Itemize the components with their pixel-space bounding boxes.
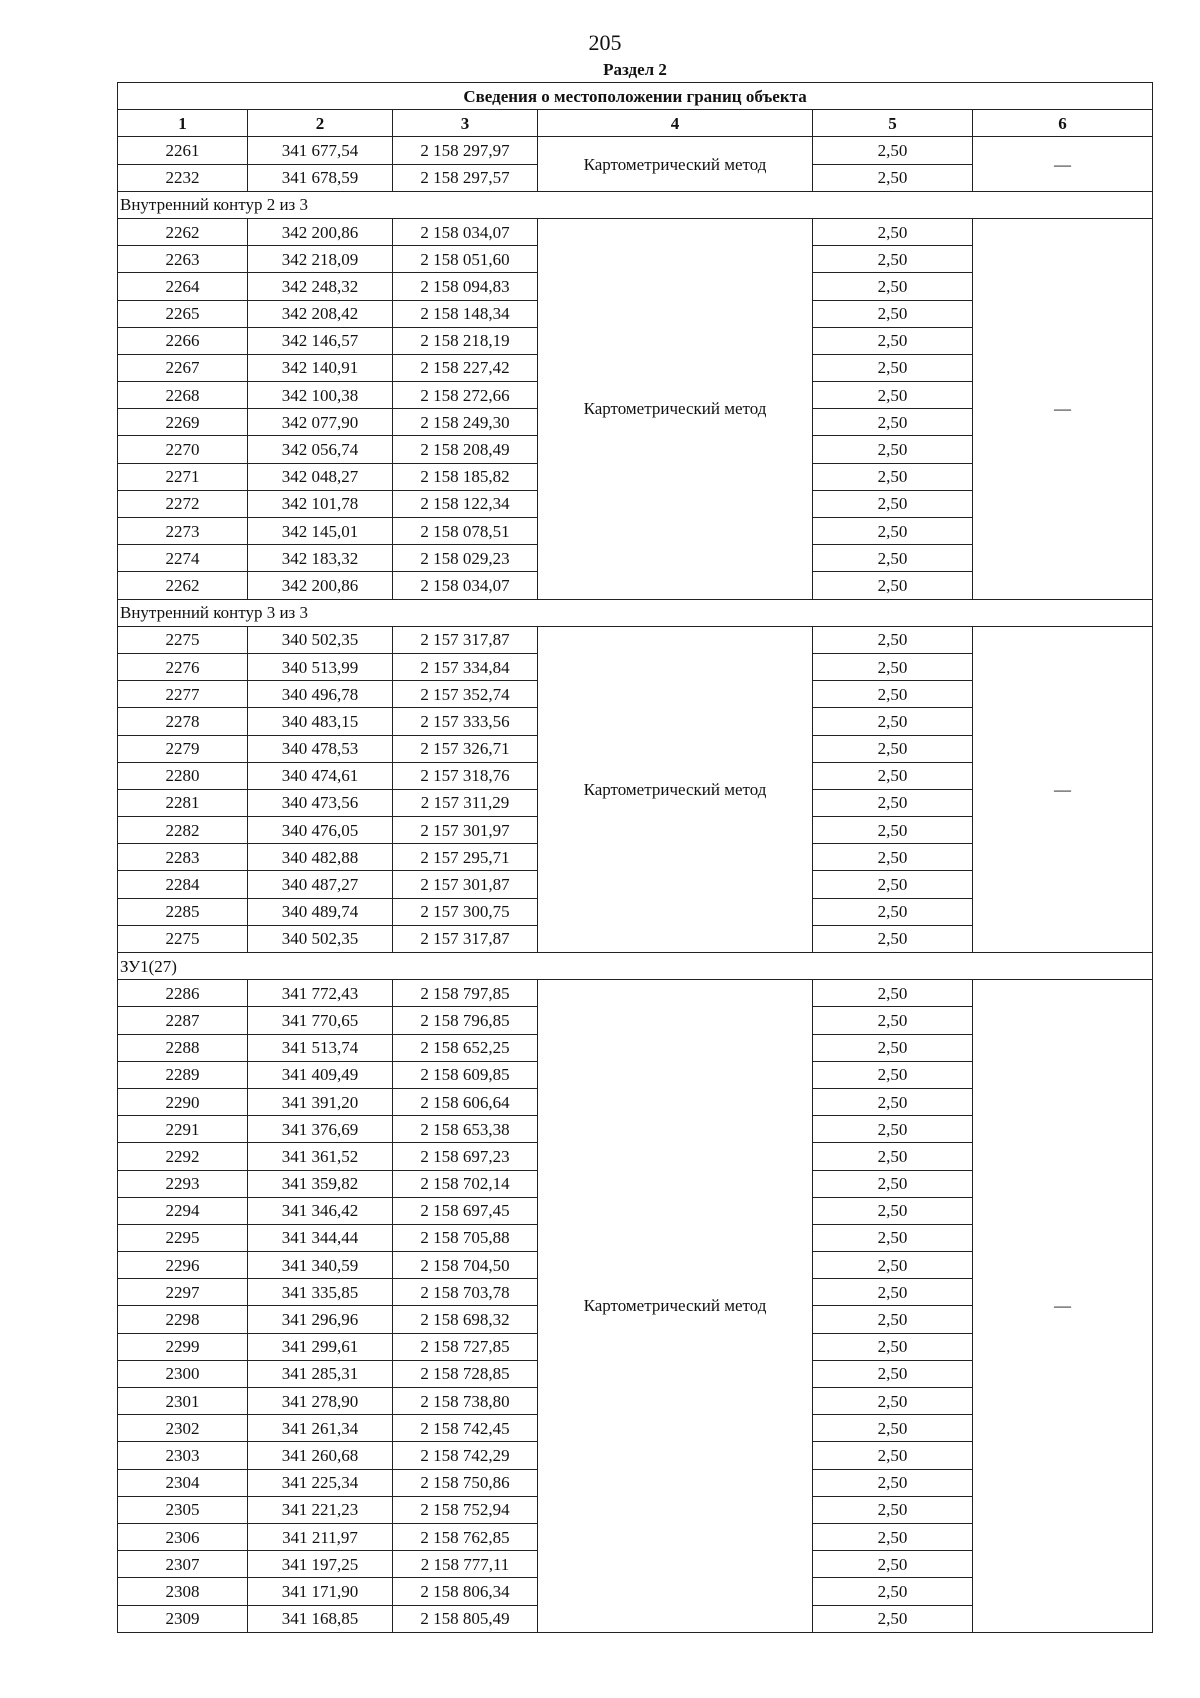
coordinate-x-cell: 341 770,65: [248, 1007, 393, 1034]
accuracy-cell: 2,50: [813, 218, 973, 245]
accuracy-cell: 2,50: [813, 1551, 973, 1578]
accuracy-cell: 2,50: [813, 164, 973, 191]
coordinate-x-cell: 340 478,53: [248, 735, 393, 762]
coordinate-x-cell: 340 513,99: [248, 653, 393, 680]
table-title: Сведения о местоположении границ объекта: [118, 83, 1153, 110]
point-number-cell: 2294: [118, 1197, 248, 1224]
coordinate-y-cell: 2 158 078,51: [393, 518, 538, 545]
accuracy-cell: 2,50: [813, 409, 973, 436]
column-6-cell: —: [973, 980, 1153, 1633]
table-row: [118, 980, 1153, 1007]
point-number-cell: 2266: [118, 327, 248, 354]
coordinate-x-cell: 341 168,85: [248, 1605, 393, 1632]
coordinate-y-cell: 2 158 652,25: [393, 1034, 538, 1061]
point-number-cell: 2276: [118, 653, 248, 680]
accuracy-cell: 2,50: [813, 1034, 973, 1061]
table-row: [118, 626, 1153, 653]
coordinate-y-cell: 2 158 208,49: [393, 436, 538, 463]
coordinate-y-cell: 2 157 311,29: [393, 789, 538, 816]
coordinate-x-cell: 342 146,57: [248, 327, 393, 354]
column-header: 3: [393, 110, 538, 137]
accuracy-cell: 2,50: [813, 137, 973, 164]
section-title: Раздел 2: [603, 60, 667, 79]
coordinate-x-cell: 342 248,32: [248, 273, 393, 300]
coordinate-y-cell: 2 157 317,87: [393, 626, 538, 653]
coordinate-y-cell: 2 157 301,87: [393, 871, 538, 898]
coordinate-x-cell: 341 197,25: [248, 1551, 393, 1578]
accuracy-cell: 2,50: [813, 1496, 973, 1523]
coordinate-x-cell: 341 335,85: [248, 1279, 393, 1306]
coordinate-y-cell: 2 158 750,86: [393, 1469, 538, 1496]
accuracy-cell: 2,50: [813, 681, 973, 708]
method-cell: Картометрический метод: [538, 980, 813, 1633]
accuracy-cell: 2,50: [813, 246, 973, 273]
point-number-cell: 2262: [118, 572, 248, 599]
coordinate-y-cell: 2 158 704,50: [393, 1252, 538, 1279]
coordinate-y-cell: 2 158 806,34: [393, 1578, 538, 1605]
section-row: [118, 599, 1153, 626]
accuracy-cell: 2,50: [813, 844, 973, 871]
point-number-cell: 2299: [118, 1333, 248, 1360]
coordinate-y-cell: 2 158 762,85: [393, 1523, 538, 1550]
accuracy-cell: 2,50: [813, 925, 973, 952]
coordinate-x-cell: 340 483,15: [248, 708, 393, 735]
coordinate-y-cell: 2 158 227,42: [393, 354, 538, 381]
coordinate-x-cell: 341 409,49: [248, 1061, 393, 1088]
coordinate-y-cell: 2 158 606,64: [393, 1088, 538, 1115]
coordinate-x-cell: 340 476,05: [248, 817, 393, 844]
point-number-cell: 2295: [118, 1224, 248, 1251]
point-number-cell: 2292: [118, 1143, 248, 1170]
accuracy-cell: 2,50: [813, 1605, 973, 1632]
coordinate-x-cell: 341 391,20: [248, 1088, 393, 1115]
point-number-cell: 2232: [118, 164, 248, 191]
accuracy-cell: 2,50: [813, 1360, 973, 1387]
coordinate-x-cell: 342 218,09: [248, 246, 393, 273]
coordinate-y-cell: 2 158 094,83: [393, 273, 538, 300]
coordinate-y-cell: 2 157 301,97: [393, 817, 538, 844]
accuracy-cell: 2,50: [813, 463, 973, 490]
point-number-cell: 2275: [118, 925, 248, 952]
point-number-cell: 2303: [118, 1442, 248, 1469]
coordinate-y-cell: 2 158 728,85: [393, 1360, 538, 1387]
accuracy-cell: 2,50: [813, 871, 973, 898]
coordinate-x-cell: 342 101,78: [248, 490, 393, 517]
coordinate-y-cell: 2 158 297,97: [393, 137, 538, 164]
accuracy-cell: 2,50: [813, 382, 973, 409]
point-number-cell: 2281: [118, 789, 248, 816]
coordinate-y-cell: 2 158 698,32: [393, 1306, 538, 1333]
column-header: 1: [118, 110, 248, 137]
accuracy-cell: 2,50: [813, 1388, 973, 1415]
column-header: 6: [973, 110, 1153, 137]
point-number-cell: 2262: [118, 218, 248, 245]
point-number-cell: 2297: [118, 1279, 248, 1306]
coordinate-x-cell: 342 200,86: [248, 218, 393, 245]
coordinate-x-cell: 342 048,27: [248, 463, 393, 490]
point-number-cell: 2272: [118, 490, 248, 517]
point-number-cell: 2283: [118, 844, 248, 871]
coordinate-x-cell: 341 340,59: [248, 1252, 393, 1279]
point-number-cell: 2282: [118, 817, 248, 844]
coordinate-y-cell: 2 158 297,57: [393, 164, 538, 191]
accuracy-cell: 2,50: [813, 1061, 973, 1088]
accuracy-cell: 2,50: [813, 545, 973, 572]
coordinate-x-cell: 341 677,54: [248, 137, 393, 164]
coordinate-y-cell: 2 157 352,74: [393, 681, 538, 708]
accuracy-cell: 2,50: [813, 490, 973, 517]
point-number-cell: 2278: [118, 708, 248, 735]
accuracy-cell: 2,50: [813, 817, 973, 844]
coordinate-x-cell: 341 261,34: [248, 1415, 393, 1442]
coordinate-y-cell: 2 158 185,82: [393, 463, 538, 490]
coordinate-y-cell: 2 158 249,30: [393, 409, 538, 436]
coordinate-y-cell: 2 157 295,71: [393, 844, 538, 871]
coordinate-x-cell: 341 260,68: [248, 1442, 393, 1469]
accuracy-cell: 2,50: [813, 572, 973, 599]
coordinate-x-cell: 342 056,74: [248, 436, 393, 463]
point-number-cell: 2269: [118, 409, 248, 436]
column-header: 5: [813, 110, 973, 137]
accuracy-cell: 2,50: [813, 1469, 973, 1496]
coordinate-x-cell: 342 183,32: [248, 545, 393, 572]
coordinate-y-cell: 2 158 272,66: [393, 382, 538, 409]
coordinate-y-cell: 2 158 029,23: [393, 545, 538, 572]
point-number-cell: 2273: [118, 518, 248, 545]
coordinate-y-cell: 2 158 034,07: [393, 572, 538, 599]
coordinate-x-cell: 342 077,90: [248, 409, 393, 436]
accuracy-cell: 2,50: [813, 327, 973, 354]
accuracy-cell: 2,50: [813, 1143, 973, 1170]
point-number-cell: 2308: [118, 1578, 248, 1605]
coordinate-y-cell: 2 158 805,49: [393, 1605, 538, 1632]
table-row: [118, 137, 1153, 164]
accuracy-cell: 2,50: [813, 1170, 973, 1197]
coordinate-x-cell: 342 145,01: [248, 518, 393, 545]
point-number-cell: 2296: [118, 1252, 248, 1279]
coordinate-x-cell: 340 487,27: [248, 871, 393, 898]
page-number: 205: [588, 30, 622, 55]
point-number-cell: 2298: [118, 1306, 248, 1333]
coordinate-x-cell: 341 285,31: [248, 1360, 393, 1387]
coordinate-x-cell: 341 376,69: [248, 1116, 393, 1143]
coordinate-y-cell: 2 157 317,87: [393, 925, 538, 952]
point-number-cell: 2277: [118, 681, 248, 708]
accuracy-cell: 2,50: [813, 1306, 973, 1333]
point-number-cell: 2264: [118, 273, 248, 300]
point-number-cell: 2267: [118, 354, 248, 381]
accuracy-cell: 2,50: [813, 789, 973, 816]
point-number-cell: 2271: [118, 463, 248, 490]
coordinate-y-cell: 2 158 218,19: [393, 327, 538, 354]
coordinate-x-cell: 340 482,88: [248, 844, 393, 871]
coordinate-x-cell: 341 678,59: [248, 164, 393, 191]
coordinate-x-cell: 340 474,61: [248, 762, 393, 789]
point-number-cell: 2304: [118, 1469, 248, 1496]
method-cell: Картометрический метод: [538, 137, 813, 191]
coordinate-y-cell: 2 158 034,07: [393, 218, 538, 245]
coordinate-x-cell: 341 361,52: [248, 1143, 393, 1170]
accuracy-cell: 2,50: [813, 273, 973, 300]
coordinate-x-cell: 341 296,96: [248, 1306, 393, 1333]
coordinate-x-cell: 340 496,78: [248, 681, 393, 708]
point-number-cell: 2293: [118, 1170, 248, 1197]
coordinate-x-cell: 341 221,23: [248, 1496, 393, 1523]
column-6-cell: —: [973, 137, 1153, 191]
coordinate-x-cell: 341 346,42: [248, 1197, 393, 1224]
method-cell: Картометрический метод: [538, 218, 813, 599]
point-number-cell: 2274: [118, 545, 248, 572]
accuracy-cell: 2,50: [813, 1007, 973, 1034]
accuracy-cell: 2,50: [813, 1333, 973, 1360]
point-number-cell: 2270: [118, 436, 248, 463]
column-6-cell: —: [973, 626, 1153, 952]
point-number-cell: 2286: [118, 980, 248, 1007]
coordinate-x-cell: 341 359,82: [248, 1170, 393, 1197]
coordinate-x-cell: 340 502,35: [248, 626, 393, 653]
coordinate-x-cell: 341 772,43: [248, 980, 393, 1007]
coordinate-x-cell: 341 278,90: [248, 1388, 393, 1415]
coordinate-x-cell: 341 225,34: [248, 1469, 393, 1496]
point-number-cell: 2279: [118, 735, 248, 762]
accuracy-cell: 2,50: [813, 1088, 973, 1115]
point-number-cell: 2261: [118, 137, 248, 164]
accuracy-cell: 2,50: [813, 708, 973, 735]
section-row: [118, 191, 1153, 218]
coordinate-y-cell: 2 157 300,75: [393, 898, 538, 925]
coordinate-y-cell: 2 158 727,85: [393, 1333, 538, 1360]
point-number-cell: 2309: [118, 1605, 248, 1632]
coordinate-y-cell: 2 158 148,34: [393, 300, 538, 327]
method-cell: Картометрический метод: [538, 626, 813, 952]
accuracy-cell: 2,50: [813, 898, 973, 925]
accuracy-cell: 2,50: [813, 1578, 973, 1605]
coordinate-y-cell: 2 157 326,71: [393, 735, 538, 762]
coordinate-y-cell: 2 158 742,29: [393, 1442, 538, 1469]
coordinate-y-cell: 2 158 738,80: [393, 1388, 538, 1415]
accuracy-cell: 2,50: [813, 653, 973, 680]
coordinate-y-cell: 2 158 797,85: [393, 980, 538, 1007]
column-header-row: [118, 110, 1153, 137]
coordinate-x-cell: 341 299,61: [248, 1333, 393, 1360]
coordinate-x-cell: 341 211,97: [248, 1523, 393, 1550]
point-number-cell: 2284: [118, 871, 248, 898]
accuracy-cell: 2,50: [813, 1252, 973, 1279]
column-6-cell: —: [973, 218, 1153, 599]
coordinate-x-cell: 340 502,35: [248, 925, 393, 952]
coordinate-y-cell: 2 158 609,85: [393, 1061, 538, 1088]
accuracy-cell: 2,50: [813, 1523, 973, 1550]
accuracy-cell: 2,50: [813, 980, 973, 1007]
accuracy-cell: 2,50: [813, 1116, 973, 1143]
accuracy-cell: 2,50: [813, 518, 973, 545]
point-number-cell: 2302: [118, 1415, 248, 1442]
coordinate-y-cell: 2 158 777,11: [393, 1551, 538, 1578]
column-header: 4: [538, 110, 813, 137]
section-label: Внутренний контур 3 из 3: [118, 599, 1153, 626]
table-row: [118, 218, 1153, 245]
coordinate-y-cell: 2 158 697,23: [393, 1143, 538, 1170]
accuracy-cell: 2,50: [813, 354, 973, 381]
accuracy-cell: 2,50: [813, 1442, 973, 1469]
coordinate-y-cell: 2 158 051,60: [393, 246, 538, 273]
coordinate-x-cell: 340 473,56: [248, 789, 393, 816]
point-number-cell: 2263: [118, 246, 248, 273]
coordinate-y-cell: 2 158 653,38: [393, 1116, 538, 1143]
point-number-cell: 2305: [118, 1496, 248, 1523]
accuracy-cell: 2,50: [813, 626, 973, 653]
coordinate-x-cell: 342 208,42: [248, 300, 393, 327]
accuracy-cell: 2,50: [813, 735, 973, 762]
point-number-cell: 2301: [118, 1388, 248, 1415]
section-label: ЗУ1(27): [118, 953, 1153, 980]
point-number-cell: 2285: [118, 898, 248, 925]
point-number-cell: 2268: [118, 382, 248, 409]
coordinate-x-cell: 341 344,44: [248, 1224, 393, 1251]
coordinate-x-cell: 342 200,86: [248, 572, 393, 599]
section-label: Внутренний контур 2 из 3: [118, 191, 1153, 218]
accuracy-cell: 2,50: [813, 300, 973, 327]
coordinate-y-cell: 2 157 318,76: [393, 762, 538, 789]
coordinate-y-cell: 2 158 697,45: [393, 1197, 538, 1224]
point-number-cell: 2288: [118, 1034, 248, 1061]
section-row: [118, 953, 1153, 980]
table-body: [118, 83, 1153, 1633]
accuracy-cell: 2,50: [813, 436, 973, 463]
table-title-row: [118, 83, 1153, 110]
coordinate-y-cell: 2 158 705,88: [393, 1224, 538, 1251]
coordinate-y-cell: 2 157 333,56: [393, 708, 538, 735]
coordinate-y-cell: 2 158 122,34: [393, 490, 538, 517]
point-number-cell: 2300: [118, 1360, 248, 1387]
point-number-cell: 2289: [118, 1061, 248, 1088]
coordinate-x-cell: 342 140,91: [248, 354, 393, 381]
accuracy-cell: 2,50: [813, 1197, 973, 1224]
coordinate-x-cell: 340 489,74: [248, 898, 393, 925]
point-number-cell: 2291: [118, 1116, 248, 1143]
point-number-cell: 2287: [118, 1007, 248, 1034]
accuracy-cell: 2,50: [813, 1224, 973, 1251]
coordinate-x-cell: 341 171,90: [248, 1578, 393, 1605]
point-number-cell: 2275: [118, 626, 248, 653]
column-header: 2: [248, 110, 393, 137]
point-number-cell: 2280: [118, 762, 248, 789]
coordinate-y-cell: 2 158 703,78: [393, 1279, 538, 1306]
coordinate-x-cell: 342 100,38: [248, 382, 393, 409]
coordinate-y-cell: 2 158 796,85: [393, 1007, 538, 1034]
coordinate-y-cell: 2 158 742,45: [393, 1415, 538, 1442]
accuracy-cell: 2,50: [813, 1415, 973, 1442]
point-number-cell: 2307: [118, 1551, 248, 1578]
coordinate-y-cell: 2 158 752,94: [393, 1496, 538, 1523]
coordinate-y-cell: 2 157 334,84: [393, 653, 538, 680]
boundary-table: [117, 82, 1153, 1633]
accuracy-cell: 2,50: [813, 762, 973, 789]
point-number-cell: 2306: [118, 1523, 248, 1550]
coordinate-y-cell: 2 158 702,14: [393, 1170, 538, 1197]
point-number-cell: 2290: [118, 1088, 248, 1115]
coordinate-x-cell: 341 513,74: [248, 1034, 393, 1061]
accuracy-cell: 2,50: [813, 1279, 973, 1306]
point-number-cell: 2265: [118, 300, 248, 327]
